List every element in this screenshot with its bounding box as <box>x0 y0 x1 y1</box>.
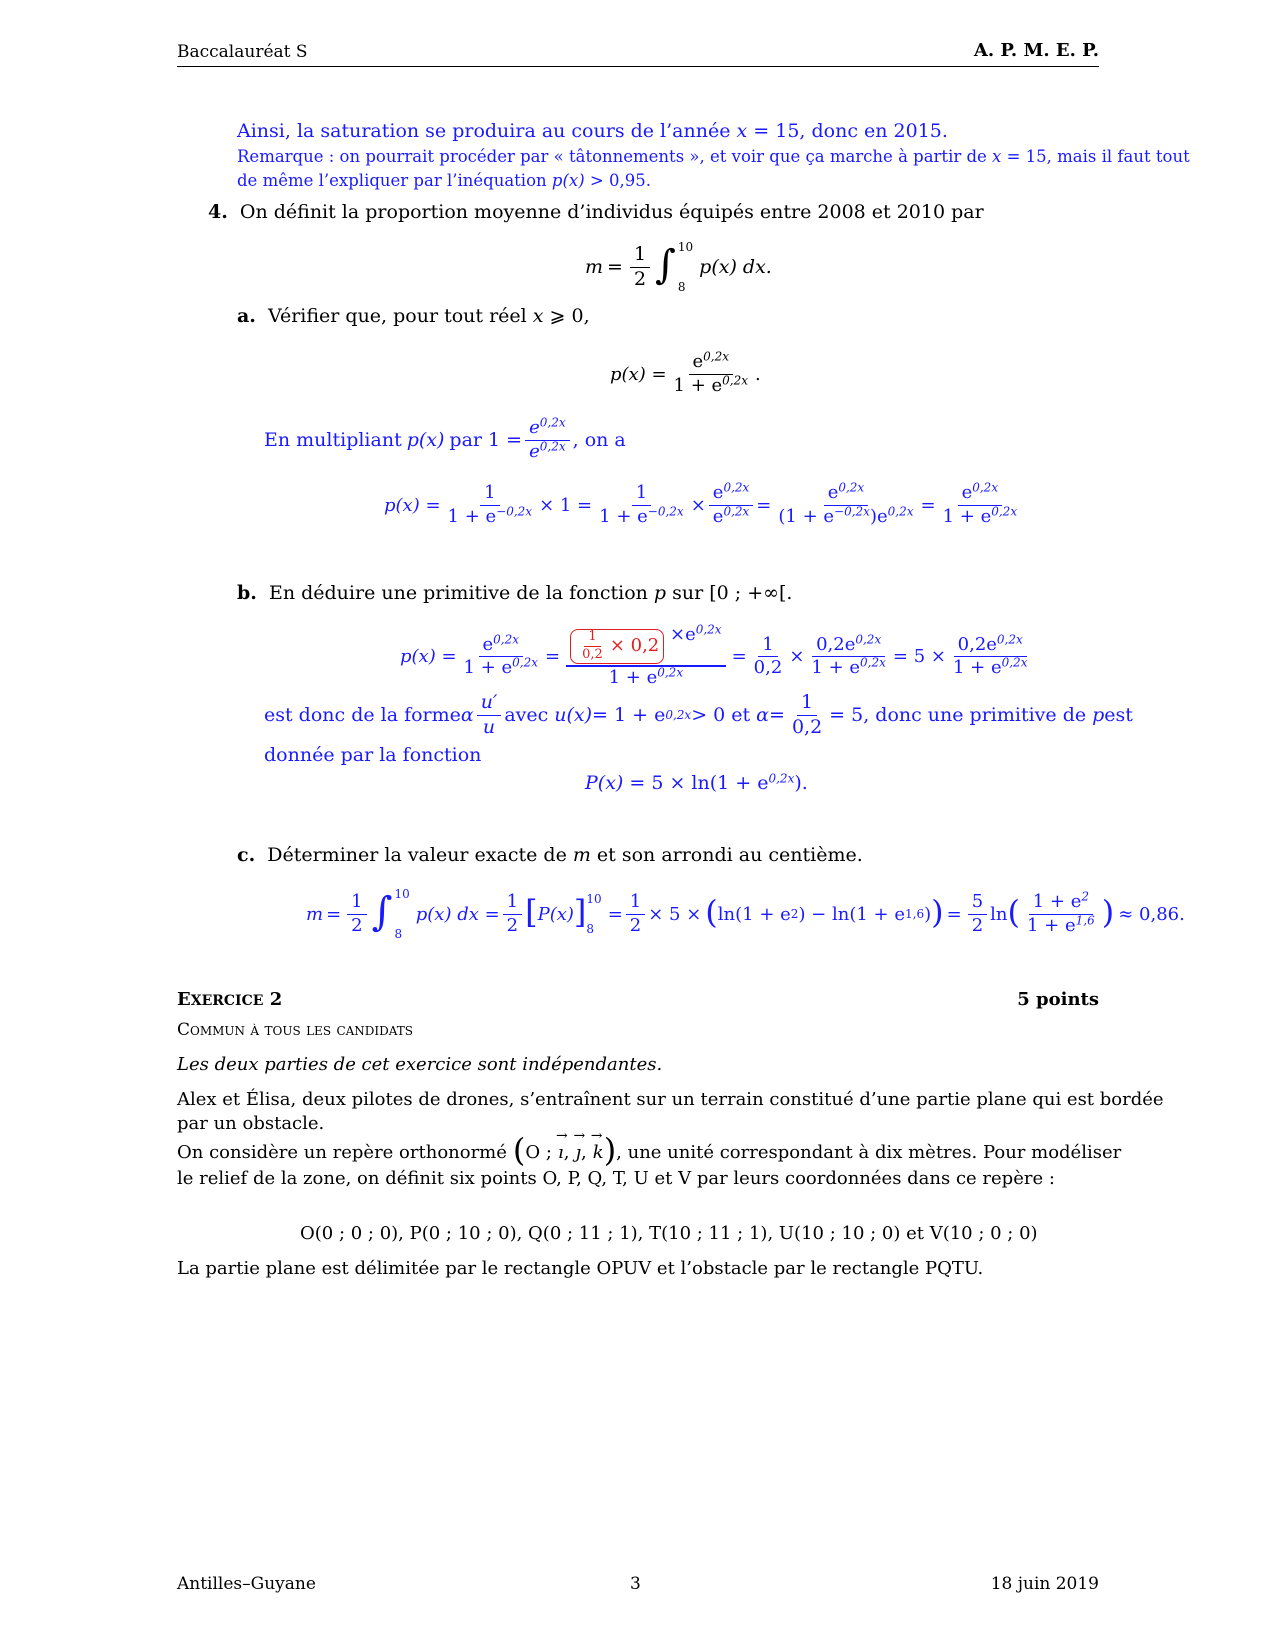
qb-f3-num: 1 <box>758 635 777 658</box>
qc-h-den: 2 <box>351 914 363 936</box>
qc-m: m <box>306 903 324 925</box>
qc-approx: ≈ 0,86. <box>1118 903 1185 925</box>
qa-sol-den-exp: 0,2x <box>539 439 566 454</box>
mean-definition <box>585 240 772 294</box>
qa-lhs: p(x) = <box>610 363 667 385</box>
question-4-number: 4. <box>208 201 228 223</box>
frame-vector-j: → ȷ <box>575 1142 581 1163</box>
qa-sol-num-exp: 0,2x <box>539 415 566 430</box>
question-c-label: c. <box>237 844 256 866</box>
qa-c2-den: 1 + e <box>599 505 648 527</box>
ex2-title-a: E <box>177 989 191 1010</box>
remark-line-2 <box>237 171 651 190</box>
qa-formula <box>610 349 761 396</box>
qb-f1 <box>460 632 543 679</box>
mean-m: m <box>585 256 604 278</box>
qc-paren2-open: ( <box>1007 893 1020 931</box>
qc-paren-close: ) <box>931 893 944 931</box>
qb-times: × <box>789 646 805 668</box>
ex2-title-c: 2 <box>263 989 283 1010</box>
qb-alpha-frac <box>788 692 826 739</box>
qa-c5 <box>939 480 1022 527</box>
qb-red-frac <box>578 630 607 663</box>
question-a-var: x <box>532 305 544 327</box>
qb-P-exp: 0,2x <box>768 771 795 786</box>
qb-red-times: × 0,2 <box>609 635 660 657</box>
qb-lhs: p(x) = <box>400 646 457 668</box>
mean-half-den: 2 <box>633 267 647 290</box>
exercise-2-common: Commun à tous les candidats <box>177 1020 414 1040</box>
qb-f5-num: 0,2e <box>957 633 997 655</box>
qa-c4-den-b: )e <box>869 505 888 527</box>
qc-h2 <box>503 892 522 936</box>
qb-form-a: est donc de la forme <box>264 704 461 727</box>
qb-chain <box>400 622 1034 689</box>
qa-eq3: = <box>920 494 936 516</box>
qb-u-num: u′ <box>477 692 502 716</box>
qc-eq: = <box>326 903 342 925</box>
question-b-text-b: sur [0 ; +∞[. <box>666 582 793 604</box>
qb-f1-den-exp: 0,2x <box>512 655 539 670</box>
qa-chain <box>384 480 1024 527</box>
qc-bracket-limits <box>586 892 601 936</box>
qb-form-d: > 0 et <box>691 704 751 727</box>
qc-ln-a: ln(1 + e <box>717 903 791 925</box>
qb-f4-den: 1 + e <box>811 657 861 679</box>
qc-h <box>347 892 366 936</box>
qb-P: P(x) <box>585 772 624 794</box>
qc-h3 <box>626 892 645 936</box>
qc-paren-open: ( <box>705 893 718 931</box>
qc-mid: × 5 × <box>648 903 702 925</box>
frame-o: O ; <box>525 1141 552 1163</box>
qa-sol-text-b: par 1 = <box>449 429 523 452</box>
ex2-p3-b: , une unité correspondant à dix mètres. Pour modéliser <box>616 1141 1122 1163</box>
qb-u-frac <box>477 692 502 739</box>
qa-c2-den-exp: −0,2x <box>647 504 684 519</box>
qa-chain-lhs: p(x) = <box>384 494 441 516</box>
qa-sol-text-a: En multipliant <box>264 429 402 452</box>
qb-form-g: est <box>1104 704 1133 727</box>
int-top: 10 <box>677 240 694 254</box>
mean-half <box>630 244 650 291</box>
qb-f5-num-exp: 0,2x <box>996 632 1023 646</box>
ex2-title-b: XERCICE <box>190 993 264 1009</box>
qa-num-exp: 0,2x <box>703 349 730 364</box>
exercise-2-title <box>177 989 282 1010</box>
qc-ln: ln <box>990 903 1008 925</box>
qa-c4-num: e <box>827 482 839 503</box>
qb-f4 <box>807 632 890 679</box>
qa-c5-den: 1 + e <box>942 505 992 527</box>
qb-f2 <box>566 622 725 689</box>
remark-var: x <box>992 147 1002 166</box>
remark2-text-a: de même l’expliquer par l’inéquation <box>237 171 552 190</box>
exercise-2-p4: le relief de la zone, on définit six points O, P, Q, T, U et V par leurs coordonnées dans ce repère : <box>177 1168 1055 1189</box>
qb-red-den: 0,2 <box>582 646 603 662</box>
exercise-2-p2: par un obstacle. <box>177 1113 325 1134</box>
ex2-p3-a: On considère un repère orthonormé <box>177 1141 507 1163</box>
qc-paren2-close: ) <box>1101 893 1115 931</box>
qb-f2-den: 1 + e <box>608 666 658 688</box>
qa-c3-den: e <box>712 505 724 527</box>
frame-vector-k: → k <box>593 1142 604 1163</box>
qb-f4-num: 0,2e <box>816 633 856 655</box>
qa-times1: × 1 = <box>539 494 593 516</box>
saturation-line <box>237 120 948 142</box>
qb-P-c: ). <box>794 772 808 794</box>
int-bot: 8 <box>677 280 686 294</box>
qb-al-den: 0,2 <box>791 715 823 738</box>
qa-sol-text-c: , on a <box>572 429 626 452</box>
exercise-2-p1: Alex et Élisa, deux pilotes de drones, s’entraînent sur un terrain constitué d’une partie plane qui est bordée <box>177 1089 1164 1110</box>
qa-c3-den-exp: 0,2x <box>723 504 750 519</box>
qb-form-c: = 1 + e <box>592 704 666 727</box>
qa-solution-intro <box>264 415 626 462</box>
qb-f1-num: e <box>482 633 494 655</box>
qc-h2-num: 1 <box>503 892 522 915</box>
qc-h3-den: 2 <box>629 914 642 936</box>
qb-form-line: est donc de la forme α $\frac{u'}{u}$ avec u(x) = 1 + e 0,2x > 0 et α = $\frac{1}{0,2}$ = 5, donc une primitive de p est <box>264 691 1133 738</box>
qc-q-num: 5 <box>968 892 987 915</box>
qb-times-e: ×e <box>669 624 696 645</box>
qc-integral-sign: ∫ <box>371 889 393 935</box>
qb-eq3: = 5 × <box>892 646 946 668</box>
qc-r <box>1023 889 1099 936</box>
remark2-p: p(x) <box>551 171 585 190</box>
qb-f4-num-exp: 0,2x <box>855 632 882 646</box>
header-rule <box>177 66 1099 67</box>
qb-f4-den-exp: 0,2x <box>860 655 886 670</box>
qa-den: 1 + e <box>673 374 723 396</box>
question-a-text-b: ⩾ 0, <box>543 305 590 327</box>
qa-den-exp: 0,2x <box>722 373 749 388</box>
qc-h2-den: 2 <box>506 914 519 936</box>
qb-ux: u(x) <box>554 704 593 727</box>
qa-frac <box>670 349 753 396</box>
qa-c3-num-exp: 0,2x <box>723 480 750 495</box>
qc-br-bot: 8 <box>586 922 595 936</box>
qb-f1-num-exp: 0,2x <box>493 632 520 646</box>
question-4 <box>208 201 984 223</box>
exercise-2-p5: La partie plane est délimitée par le rectangle OPUV et l’obstacle par le rectangle PQTU. <box>177 1258 984 1279</box>
qa-c4-den-a: (1 + e <box>778 505 835 527</box>
qc-eq2: = <box>607 903 623 925</box>
qc-integrand: p(x) dx = <box>415 903 500 925</box>
qc-br-top: 10 <box>586 892 602 906</box>
question-c-var: m <box>572 844 591 866</box>
footer-left: Antilles–Guyane <box>177 1574 316 1594</box>
question-4-text: On définit la proportion moyenne d’individus équipés entre 2008 et 2010 par <box>239 201 984 223</box>
qb-times-e-exp: 0,2x <box>695 622 722 637</box>
exercise-2-coords: O(0 ; 0 ; 0), P(0 ; 10 ; 0), Q(0 ; 11 ; 1), T(10 ; 11 ; 1), U(10 ; 10 ; 0) et V(10 ; 0 ; 0) <box>300 1223 1038 1244</box>
header-left: Baccalauréat S <box>177 42 308 62</box>
question-a-label: a. <box>237 305 256 327</box>
qc-r-num: 1 + e <box>1032 890 1082 912</box>
qb-f2-den-exp: 0,2x <box>657 665 684 680</box>
qa-c2 <box>595 483 688 527</box>
qa-c5-num-exp: 0,2x <box>972 480 999 495</box>
integral-sign: ∫ <box>655 242 676 288</box>
qb-f5-den-exp: 0,2x <box>1001 655 1028 670</box>
header-right: A. P. M. E. P. <box>973 40 1099 61</box>
qa-c4-den-exp2: 0,2x <box>887 504 914 519</box>
question-c-text-a: Déterminer la valeur exacte de <box>267 844 573 866</box>
qc-ln-b: ) − ln(1 + e <box>798 903 905 925</box>
saturation-text-b: = 15, donc en 2015. <box>747 120 948 142</box>
qa-c1-den-exp: −0,2x <box>496 504 533 519</box>
qa-c1-num: 1 <box>480 483 499 506</box>
remark2-text-b: > 0,95. <box>584 171 651 190</box>
question-c <box>237 844 863 866</box>
question-b-label: b. <box>237 582 257 604</box>
qb-eq1: = <box>545 646 561 668</box>
mean-integrand: p(x) dx. <box>699 256 772 278</box>
saturation-var: x <box>736 120 748 142</box>
qc-r-den: 1 + e <box>1027 914 1076 936</box>
frame-paren-open: ( <box>512 1131 526 1169</box>
qc-ln-c: ) <box>924 903 932 925</box>
remark-text-a: Remarque : on pourrait procéder par « tâtonnements », et voir que ça marche à partir de <box>237 147 993 166</box>
question-c-text-b: et son arrondi au centième. <box>590 844 863 866</box>
qc-chain: m = $\frac{1}{2}$ ∫ 10 8 p(x) dx = $\frac{1}{2}$ [ P(x) ] 10 8 = $\frac{1}{2}$ × 5 × ( ln(1 + e 2 ) − ln(1 + e 1,6 ) ) = $\frac{5}{2}$ ln ( $\frac{1 + e^2}{1 + e^{1,6}}$ ) ≈ 0,86. <box>306 887 1185 941</box>
question-a-text-a: Vérifier que, pour tout réel <box>267 305 533 327</box>
qb-form-p: p <box>1092 704 1105 727</box>
qb-f3-den: 0,2 <box>753 657 783 679</box>
qb-u-den: u <box>482 715 496 738</box>
integral-limits <box>678 240 693 294</box>
qc-integral-limits <box>394 887 409 941</box>
saturation-text-a: Ainsi, la saturation se produira au cours de l’année <box>237 120 737 142</box>
qc-int-bot: 8 <box>394 927 403 941</box>
qa-sol-frac <box>525 415 570 462</box>
remark-text-b: = 15, mais il faut tout <box>1001 147 1190 166</box>
qb-al-num: 1 <box>797 692 817 716</box>
footer-right: 18 juin 2019 <box>990 1574 1099 1594</box>
qb-form-line2: donnée par la fonction <box>264 744 482 766</box>
qa-tail: . <box>755 363 761 385</box>
frame-paren-close: ) <box>603 1131 617 1169</box>
qb-primitive <box>585 772 808 794</box>
qa-c3-num: e <box>712 482 724 503</box>
qb-red-num: 1 <box>584 630 600 647</box>
qc-eq3: = <box>946 903 962 925</box>
exercise-2-p3: On considère un repère orthonormé ( O ; → ı , → ȷ , → k ) , une unité correspondant à dix mètres. Pour modéliser <box>177 1136 1121 1168</box>
exercise-2-intro: Les deux parties de cet exercice sont indépendantes. <box>177 1054 663 1075</box>
qa-eq2: = <box>756 494 772 516</box>
exercise-2-points: 5 points <box>1017 989 1099 1010</box>
qc-q-den: 2 <box>971 914 984 936</box>
qb-f5-den: 1 + e <box>952 657 1002 679</box>
qa-c1-den: 1 + e <box>447 505 497 527</box>
question-a <box>237 305 590 327</box>
qb-alpha2: α <box>756 704 770 727</box>
qb-P-b: = 5 × ln(1 + e <box>623 772 769 794</box>
qa-c4-den-exp1: −0,2x <box>834 504 870 519</box>
qc-r-den-exp: 1,6 <box>1075 912 1095 927</box>
qb-form-f: = 5, donc une primitive de <box>829 704 1087 727</box>
qb-f1-den: 1 + e <box>463 657 513 679</box>
footer-page-number: 3 <box>630 1574 641 1594</box>
qc-bracket-open: [ <box>525 893 538 931</box>
question-b <box>237 582 792 604</box>
mean-half-num: 1 <box>630 244 650 268</box>
qc-q <box>968 892 987 936</box>
qc-int-top: 10 <box>394 887 410 901</box>
qb-alpha: α <box>460 704 474 727</box>
frame-vector-i: → ı <box>558 1142 564 1163</box>
remark-line-1 <box>237 147 1190 166</box>
qa-c3 <box>709 480 754 527</box>
question-b-var: p <box>653 582 667 604</box>
qb-form-b: avec <box>504 704 549 727</box>
qa-c4 <box>774 480 917 527</box>
qa-c5-den-exp: 0,2x <box>991 504 1018 519</box>
qc-Px: P(x) <box>537 903 574 925</box>
qc-h3-num: 1 <box>626 892 645 915</box>
qc-bracket-close: ] <box>573 893 587 931</box>
qa-sol-num: e <box>529 417 540 438</box>
mean-eq: = <box>607 256 623 278</box>
qa-c5-num: e <box>961 482 973 503</box>
qb-f3 <box>750 635 787 679</box>
qc-h-num: 1 <box>347 892 366 915</box>
qa-c2-num: 1 <box>632 483 651 506</box>
qb-form-e: = <box>769 704 785 727</box>
question-b-text-a: En déduire une primitive de la fonction <box>268 582 654 604</box>
qa-c1 <box>444 483 537 527</box>
qb-red-box <box>570 629 664 664</box>
qb-eq2: = <box>731 646 747 668</box>
qa-c4-num-exp: 0,2x <box>838 480 865 495</box>
qc-r-num-exp: 2 <box>1081 889 1089 904</box>
qb-f5 <box>949 632 1032 679</box>
qa-num: e <box>692 351 704 372</box>
qa-sol-p: p(x) <box>406 429 445 452</box>
qa-sol-den: e <box>529 440 540 462</box>
qa-times2: × <box>690 494 706 516</box>
